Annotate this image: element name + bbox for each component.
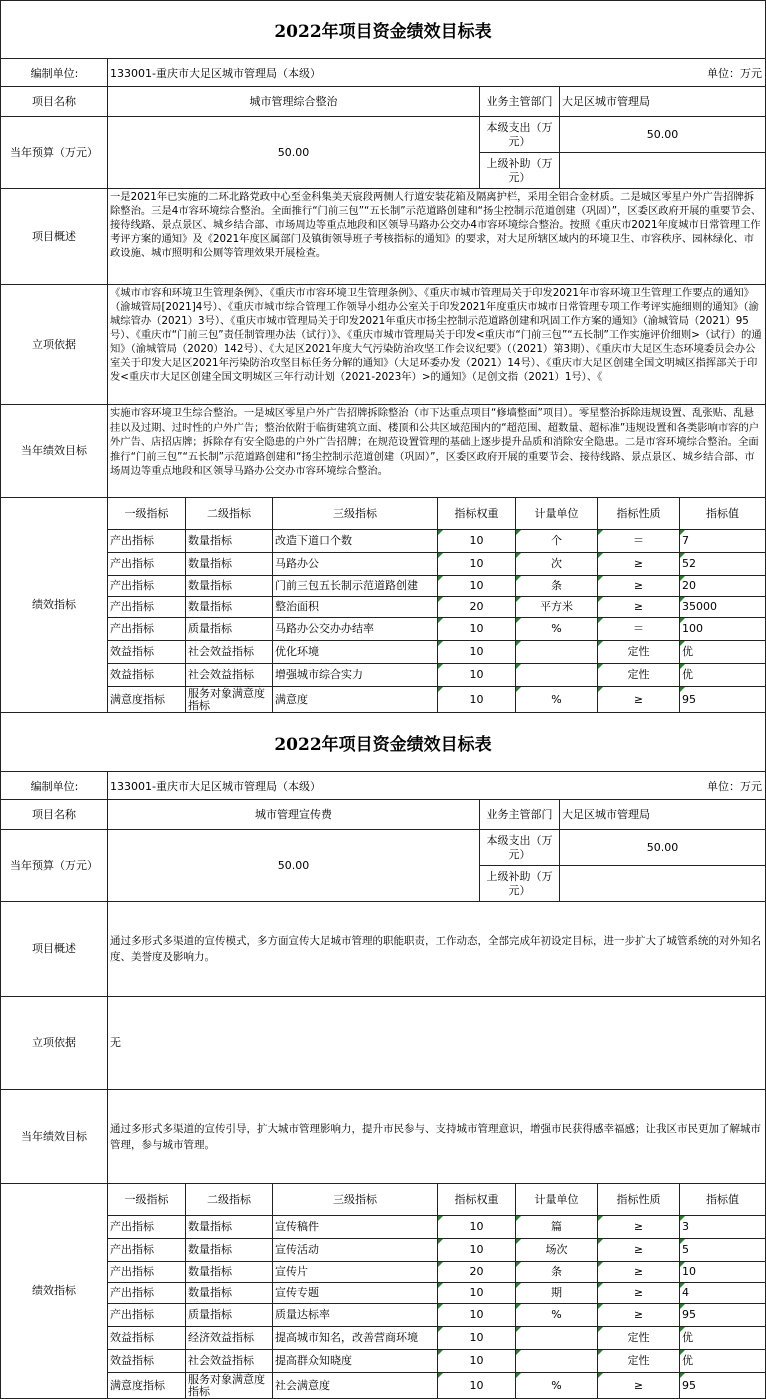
weight-cell: 10 — [438, 664, 516, 687]
basis-text: 《城市市容和环境卫生管理条例》、《重庆市市容环境卫生管理条例》、《重庆市城市管理局关于印发2021年市容环境卫生管理工作要点的通知》（渝城管局[2021]4号）、《重庆市城市综合管理工作领导小组办公室关于印发2021年度重庆市城市日常管理专项工作考评实施细则的通知》（渝城综管办（2021）3号）、《重庆市城市管理局关于印发2021年重庆市扬尘控制示范道路创建和巩固工作方案的通知》（渝城管局（2021）95号）、《重庆市“门前三包”责任制管理办法（试行）》、《重庆市城市管理局关于印发<重庆市“门前三包”“五长制”工作实施评价细则>（试行）的通知》（渝城管局（2020）142号）、《大足区2021年度大气污染防治攻坚工作会议纪要》（（2021）第3期）、《重庆市大足区生态环境委员会办公室关于印发大足区2021年污染防治攻坚目标任务分解的通知》（大足环委办发（2021）14号）、《重庆市大足区创建全国文明城区指挥部关于印发<重庆市大足区创建全国文明城区三年行动计划（2021-2023年）>的通知》（足创文指（2021）1号）、《 — [108, 285, 766, 405]
level3-cell: 门前三包五长制示范道路创建 — [273, 576, 438, 597]
weight-cell: 10 — [438, 576, 516, 597]
value-cell: 100 — [680, 618, 766, 641]
level2-cell: 服务对象满意度指标 — [186, 687, 273, 713]
level2-cell: 经济效益指标 — [186, 1327, 273, 1350]
header-weight-cell: 指标权重 — [438, 1184, 516, 1216]
weight-cell: 10 — [438, 687, 516, 713]
indicator-table — [108, 1184, 766, 1399]
nature-cell: ≥ — [598, 1283, 680, 1304]
level1-cell: 产出指标 — [108, 1304, 186, 1327]
value-cell: 4 — [680, 1283, 766, 1304]
goal-text: 实施市容环境卫生综合整治。一是城区零星户外广告招牌拆除整治（市下达重点项目“修墙整面”项目）。零星整治拆除违规设置、乱张贴、乱悬挂以及过期、过时性的户外广告；整治依附于临街建筑立面、楼顶和公共区域范围内的“超范围、超数量、超标准”违规设置和各类影响市容的户外广告、店招店牌；拆除存有安全隐患的户外广告招牌；在规范设置管理的基础上逐步提升品质和消除安全隐患。二是市容环境综合整治。全面推行“门前三包”“五长制”示范道路创建和“扬尘控制示范道创建（巩固）”，区委区政府开展的重要节会、接待线路、景点景区、城乡结合部、市场周边等重点地段和区领导马路办公交办市容环境综合整治。 — [108, 405, 766, 498]
level2-cell: 质量指标 — [186, 618, 273, 641]
level3-cell: 改造下道口个数 — [273, 530, 438, 553]
level1-cell: 效益指标 — [108, 1350, 186, 1373]
nature-cell: ≥ — [598, 576, 680, 597]
unit-cell — [516, 641, 598, 664]
goal-text: 通过多形式多渠道的宣传引导，扩大城市管理影响力，提升市民参与、支持城市管理意识，增强市民获得感幸福感；让我区市民更加了解城市管理，参与城市管理。 — [108, 1090, 766, 1184]
dept-label: 业务主管部门 — [480, 87, 560, 117]
level1-cell: 产出指标 — [108, 1239, 186, 1262]
header-level3-cell: 三级指标 — [273, 1184, 438, 1216]
weight-cell: 20 — [438, 597, 516, 618]
local-expense-value: 50.00 — [560, 117, 766, 153]
header-level2-cell: 二级指标 — [186, 498, 273, 530]
level2-cell: 数量指标 — [186, 1239, 273, 1262]
value-cell: 95 — [680, 1304, 766, 1327]
level3-cell: 宣传片 — [273, 1262, 438, 1283]
nature-cell: ≥ — [598, 1373, 680, 1399]
header-nature-cell: 指标性质 — [598, 498, 680, 530]
overview-text: 通过多形式多渠道的宣传模式，多方面宣传大足城市管理的职能职责，工作动态，全部完成年初设定目标，进一步扩大了城管系统的对外知名度、美誉度及影响力。 — [108, 902, 766, 997]
nature-cell: 定性 — [598, 664, 680, 687]
budget-label: 当年预算（万元） — [0, 830, 108, 902]
value-cell: 优 — [680, 664, 766, 687]
level1-cell: 产出指标 — [108, 1262, 186, 1283]
indicator-label: 绩效指标 — [0, 498, 108, 713]
unit-cell: % — [516, 618, 598, 641]
unit-cell: 条 — [516, 1262, 598, 1283]
header-level2-cell: 二级指标 — [186, 1184, 273, 1216]
level1-cell: 产出指标 — [108, 576, 186, 597]
unit-cell: 篇 — [516, 1216, 598, 1239]
level1-cell: 效益指标 — [108, 641, 186, 664]
level2-cell: 社会效益指标 — [186, 641, 273, 664]
overview-text: 一是2021年已实施的二环北路党政中心至金科集美天宸段两侧人行道安装花箱及隔离护栏，采用全铝合金材质。二是城区零星户外广告招牌拆除整治。三是4市容环境综合整治。全面推行“门前三包”“五长制”示范道路创建和“扬尘控制示范道创建（巩固）”，区委区政府开展的重要节会、接待线路、景点景区、城乡结合部、市场周边等重点地段和区领导马路办公交办4市容环境综合整治。按照《重庆市2021年度城市日常管理工作考评方案的通知》及《2021年度区属部门及镇街领导班子考核指标的通知》的要求，对大足所辖区域内的环境卫生、市容秩序、园林绿化、市政设施、城市照明和公厕等管理效果开展检查。 — [108, 189, 766, 285]
level2-cell: 质量指标 — [186, 1304, 273, 1327]
nature-cell: 定性 — [598, 1327, 680, 1350]
header-unit-cell: 计量单位 — [516, 498, 598, 530]
level3-cell: 提高群众知晓度 — [273, 1350, 438, 1373]
header-value-cell: 指标值 — [680, 498, 766, 530]
basis-label: 立项依据 — [0, 997, 108, 1090]
nature-cell: ≥ — [598, 1239, 680, 1262]
weight-cell: 20 — [438, 1262, 516, 1283]
indicator-table — [108, 498, 766, 713]
level2-cell: 数量指标 — [186, 1216, 273, 1239]
unit-cell — [516, 1350, 598, 1373]
unit-cell: 平方米 — [516, 597, 598, 618]
unit-cell: 场次 — [516, 1239, 598, 1262]
weight-cell: 10 — [438, 553, 516, 576]
value-cell: 20 — [680, 576, 766, 597]
level1-cell: 满意度指标 — [108, 687, 186, 713]
project-name: 城市管理宣传费 — [108, 800, 480, 830]
unit-label: 编制单位: — [0, 771, 108, 800]
level2-cell: 服务对象满意度指标 — [186, 1373, 273, 1399]
value-cell: 5 — [680, 1239, 766, 1262]
indicator-label: 绩效指标 — [0, 1184, 108, 1399]
level2-cell: 数量指标 — [186, 576, 273, 597]
value-cell: 优 — [680, 1327, 766, 1350]
weight-cell: 10 — [438, 1216, 516, 1239]
value-cell: 3 — [680, 1216, 766, 1239]
weight-cell: 10 — [438, 1373, 516, 1399]
project-name-label: 项目名称 — [0, 87, 108, 117]
level2-cell: 社会效益指标 — [186, 664, 273, 687]
unit-value: 133001-重庆市大足区城市管理局（本级） — [110, 66, 321, 80]
level1-cell: 产出指标 — [108, 1283, 186, 1304]
level1-cell: 产出指标 — [108, 597, 186, 618]
level2-cell: 数量指标 — [186, 1283, 273, 1304]
money-unit: 单位：万元 — [707, 66, 762, 80]
unit-cell: 条 — [516, 576, 598, 597]
unit-cell: % — [516, 687, 598, 713]
nature-cell: 定性 — [598, 641, 680, 664]
upper-subsidy-label: 上级补助（万元） — [480, 153, 560, 189]
level1-cell: 效益指标 — [108, 1327, 186, 1350]
level1-cell: 产出指标 — [108, 618, 186, 641]
unit-cell — [516, 664, 598, 687]
level3-cell: 宣传稿件 — [273, 1216, 438, 1239]
level1-cell: 产出指标 — [108, 553, 186, 576]
nature-cell: ＝ — [598, 530, 680, 553]
level3-cell: 整治面积 — [273, 597, 438, 618]
level1-cell: 产出指标 — [108, 1216, 186, 1239]
nature-cell: ≥ — [598, 553, 680, 576]
level3-cell: 满意度 — [273, 687, 438, 713]
project-name-label: 项目名称 — [0, 800, 108, 830]
nature-cell: ≥ — [598, 687, 680, 713]
upper-subsidy-value — [560, 153, 766, 189]
local-expense-value: 50.00 — [560, 830, 766, 866]
level3-cell: 马路办公 — [273, 553, 438, 576]
unit-cell: 期 — [516, 1283, 598, 1304]
nature-cell: ＝ — [598, 618, 680, 641]
level3-cell: 优化环境 — [273, 641, 438, 664]
goal-label: 当年绩效目标 — [0, 1090, 108, 1184]
unit-cell: % — [516, 1373, 598, 1399]
unit-label: 编制单位: — [0, 58, 108, 87]
level3-cell: 提高城市知名，改善营商环境 — [273, 1327, 438, 1350]
basis-label: 立项依据 — [0, 285, 108, 405]
level1-cell: 产出指标 — [108, 530, 186, 553]
nature-cell: ≥ — [598, 597, 680, 618]
upper-subsidy-label: 上级补助（万元） — [480, 866, 560, 902]
level1-cell: 满意度指标 — [108, 1373, 186, 1399]
weight-cell: 10 — [438, 1239, 516, 1262]
dept-value: 大足区城市管理局 — [560, 87, 766, 117]
local-expense-label: 本级支出（万元） — [480, 830, 560, 866]
header-level1-cell: 一级指标 — [108, 498, 186, 530]
header-nature-cell: 指标性质 — [598, 1184, 680, 1216]
value-cell: 95 — [680, 1373, 766, 1399]
header-level3-cell: 三级指标 — [273, 498, 438, 530]
table-title: 2022年项目资金绩效目标表 — [0, 713, 766, 771]
level3-cell: 宣传活动 — [273, 1239, 438, 1262]
level2-cell: 数量指标 — [186, 553, 273, 576]
nature-cell: ≥ — [598, 1216, 680, 1239]
header-value-cell: 指标值 — [680, 1184, 766, 1216]
performance-table-2 — [0, 713, 766, 1399]
value-cell: 优 — [680, 641, 766, 664]
value-cell: 95 — [680, 687, 766, 713]
header-unit-cell: 计量单位 — [516, 1184, 598, 1216]
budget-value: 50.00 — [108, 117, 480, 189]
weight-cell: 10 — [438, 1350, 516, 1373]
level1-cell: 效益指标 — [108, 664, 186, 687]
value-cell: 7 — [680, 530, 766, 553]
level2-cell: 社会效益指标 — [186, 1350, 273, 1373]
dept-value: 大足区城市管理局 — [560, 800, 766, 830]
weight-cell: 10 — [438, 1283, 516, 1304]
value-cell: 优 — [680, 1350, 766, 1373]
dept-label: 业务主管部门 — [480, 800, 560, 830]
goal-label: 当年绩效目标 — [0, 405, 108, 498]
overview-label: 项目概述 — [0, 902, 108, 997]
level2-cell: 数量指标 — [186, 1262, 273, 1283]
unit-cell: 次 — [516, 553, 598, 576]
level3-cell: 社会满意度 — [273, 1373, 438, 1399]
unit-cell: 个 — [516, 530, 598, 553]
header-weight-cell: 指标权重 — [438, 498, 516, 530]
table-title: 2022年项目资金绩效目标表 — [0, 0, 766, 58]
value-cell: 35000 — [680, 597, 766, 618]
header-level1-cell: 一级指标 — [108, 1184, 186, 1216]
budget-value: 50.00 — [108, 830, 480, 902]
weight-cell: 10 — [438, 530, 516, 553]
level3-cell: 质量达标率 — [273, 1304, 438, 1327]
basis-text: 无 — [108, 997, 766, 1090]
level3-cell: 增强城市综合实力 — [273, 664, 438, 687]
value-cell: 10 — [680, 1262, 766, 1283]
level2-cell: 数量指标 — [186, 597, 273, 618]
level3-cell: 马路办公交办办结率 — [273, 618, 438, 641]
weight-cell: 10 — [438, 618, 516, 641]
local-expense-label: 本级支出（万元） — [480, 117, 560, 153]
level2-cell: 数量指标 — [186, 530, 273, 553]
project-name: 城市管理综合整治 — [108, 87, 480, 117]
value-cell: 52 — [680, 553, 766, 576]
unit-value: 133001-重庆市大足区城市管理局（本级） — [110, 779, 321, 793]
level3-cell: 宣传专题 — [273, 1283, 438, 1304]
weight-cell: 10 — [438, 1304, 516, 1327]
budget-label: 当年预算（万元） — [0, 117, 108, 189]
unit-cell — [516, 1327, 598, 1350]
money-unit: 单位：万元 — [707, 779, 762, 793]
unit-cell: % — [516, 1304, 598, 1327]
weight-cell: 10 — [438, 641, 516, 664]
overview-label: 项目概述 — [0, 189, 108, 285]
nature-cell: ≥ — [598, 1262, 680, 1283]
weight-cell: 10 — [438, 1327, 516, 1350]
nature-cell: ≥ — [598, 1304, 680, 1327]
nature-cell: 定性 — [598, 1350, 680, 1373]
upper-subsidy-value — [560, 866, 766, 902]
